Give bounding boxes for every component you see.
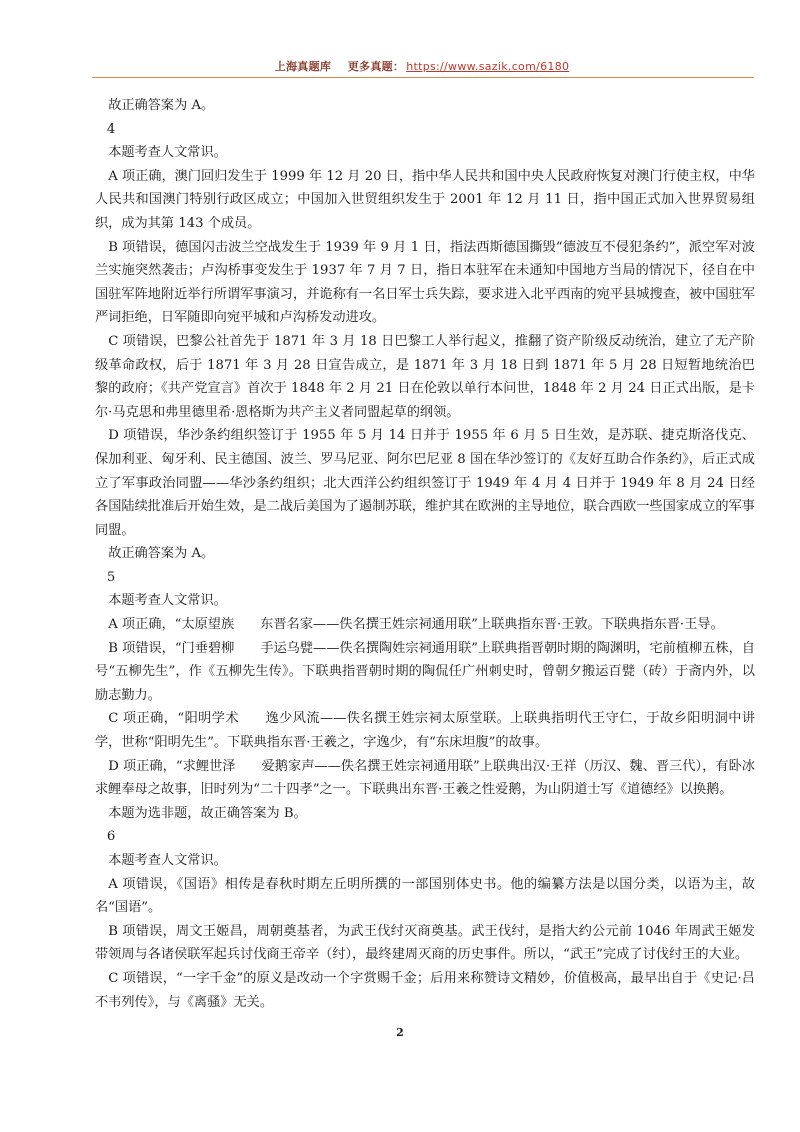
header-divider [92,77,754,78]
topic-line: 本题考查人文常识。 [108,853,227,868]
header-more-label: 更多真题： [347,60,405,73]
couplet-tail: 爱鹅家声——佚名撰王姓宗祠通用联”上联典出汉·王祥（历汉、魏、晋三代），有卧冰求鲤奉母之故事，旧时列为“二十四孝”之一。下联典出东晋·王羲之性爱鹅，为山阴道士写《道德经》以换鹅。 [95,758,755,798]
option-b-explanation: B 项错误，周文王姬昌，周朝奠基者，为武王伐纣灭商奠基。武王伐纣，是指大约公元前 1046 年周武王姬发带领周与各诸侯联军起兵讨伐商王帝辛（纣），最终建周灭商的历史事件。所以，“武王”完成了讨伐纣王的大业。 [95,923,755,963]
header-site-name: 上海真题库 [274,60,332,73]
couplet-tail: 手运乌甓——佚名撰陶姓宗祠通用联”上联典指晋朝时期的陶渊明，宅前植柳五株，自号“五柳先生”，作《五柳先生传》。下联典指晋朝时期的陶侃任广州刺史时，曾朝夕搬运百甓（砖）于斋内外，以励志勤力。 [95,640,755,703]
topic-line: 本题考查人文常识。 [108,593,227,609]
page-header [92,58,752,74]
option-a-explanation: A 项正确，澳门回归发生于 1999 年 12 月 20 日，指中华人民共和国中央人民政府恢复对澳门行使主权，中华人民共和国澳门特别行政区成立；中国加入世贸组织发生于 2001 年 12 月 11 日，指中国正式加入世界贸易组织，成为其第 143 个成员。 [95,168,755,231]
question-number: 6 [106,829,116,845]
option-c-explanation: C 项错误，“一字千金”的原义是改动一个字赏赐千金；后用来称赞诗文精妙，价值极高，最早出自于《史记·吕不韦列传》，与《离骚》无关。 [95,970,755,1010]
couplet-tail: 逸少风流——佚名撰王姓宗祠太原堂联。上联典指明代王守仁，于故乡阳明洞中讲学，世称“阳明先生”。下联典指东晋·王羲之，字逸少，有“东床坦腹”的故事。 [95,711,756,751]
option-d-explanation [95,755,755,802]
option-b-explanation [95,637,755,708]
couplet-tail: 东晋名家——佚名撰王姓宗祠通用联”上联典指东晋·王敦。下联典指东晋·王导。 [260,617,724,633]
document-body [95,94,755,1014]
option-d-explanation: D 项错误，华沙条约组织签订于 1955 年 5 月 14 日并于 1955 年 6 月 5 日生效，是苏联、捷克斯洛伐克、保加利亚、匈牙利、民主德国、波兰、罗马尼亚、阿尔巴尼亚 8 国在华沙签订的《友好互助合作条约》，后正式成立了军事政治同盟——华沙条约组织；北大西洋公约组织签订于 1949 年 4 月 4 日并于 1949 年 8 月 24 日经各国陆续批准后开始生效，是二战后美国为了遏制苏联，维护其在欧洲的主导地位，联合西欧一些国家成立的军事同盟。 [95,428,755,538]
option-a-explanation [95,613,755,637]
answer-line: 故正确答案为 A。 [108,98,215,113]
question-number: 5 [106,569,116,585]
answer-line: 本题为选非题，故正确答案为 B。 [108,805,307,821]
option-a-explanation: A 项错误，《国语》相传是春秋时期左丘明所撰的一部国别体史书。他的编纂方法是以国分类，以语为主，故名“国语”。 [95,876,755,916]
page-number: 2 [396,1026,404,1039]
header-url-link[interactable]: https://www.sazik.com/6180 [406,60,570,73]
question-number: 4 [106,121,116,137]
topic-line: 本题考查人文常识。 [108,145,227,161]
option-c-explanation: C 项错误，巴黎公社首先于 1871 年 3 月 18 日巴黎工人举行起义，推翻了资产阶级反动统治，建立了无产阶级革命政权，后于 1871 年 3 月 28 日宣告成立，是 1871 年 3 月 18 日到 1871 年 5 月 28 日短暂地统治巴黎的政府；《共产党宣言》首次于 1848 年 2 月 21 日在伦敦以单行本问世，1848 年 2 月 24 日正式出版，是卡尔·马克思和弗里德里希·恩格斯为共产主义者同盟起草的纲领。 [95,333,755,420]
answer-line: 故正确答案为 A。 [108,546,215,562]
couplet-head: C 项正确，“阳明学术 [108,711,240,727]
couplet-head: A 项正确，“太原望族 [108,617,235,633]
couplet-head: B 项错误，“门垂碧柳 [108,640,235,656]
couplet-head: D 项正确，“求鲤世泽 [108,758,236,774]
option-b-explanation: B 项错误，德国闪击波兰空战发生于 1939 年 9 月 1 日，指法西斯德国撕毁“德波互不侵犯条约”，派空军对波兰实施突然袭击；卢沟桥事变发生于 1937 年 7 月 7 日，指日本驻军在未通知中国地方当局的情况下，径自在中国驻军阵地附近举行所谓军事演习，并诡称有一名日军士兵失踪，要求进入北平西南的宛平县城搜查，被中国驻军严词拒绝，日军随即向宛平城和卢沟桥发动进攻。 [95,239,755,326]
option-c-explanation [95,707,755,754]
